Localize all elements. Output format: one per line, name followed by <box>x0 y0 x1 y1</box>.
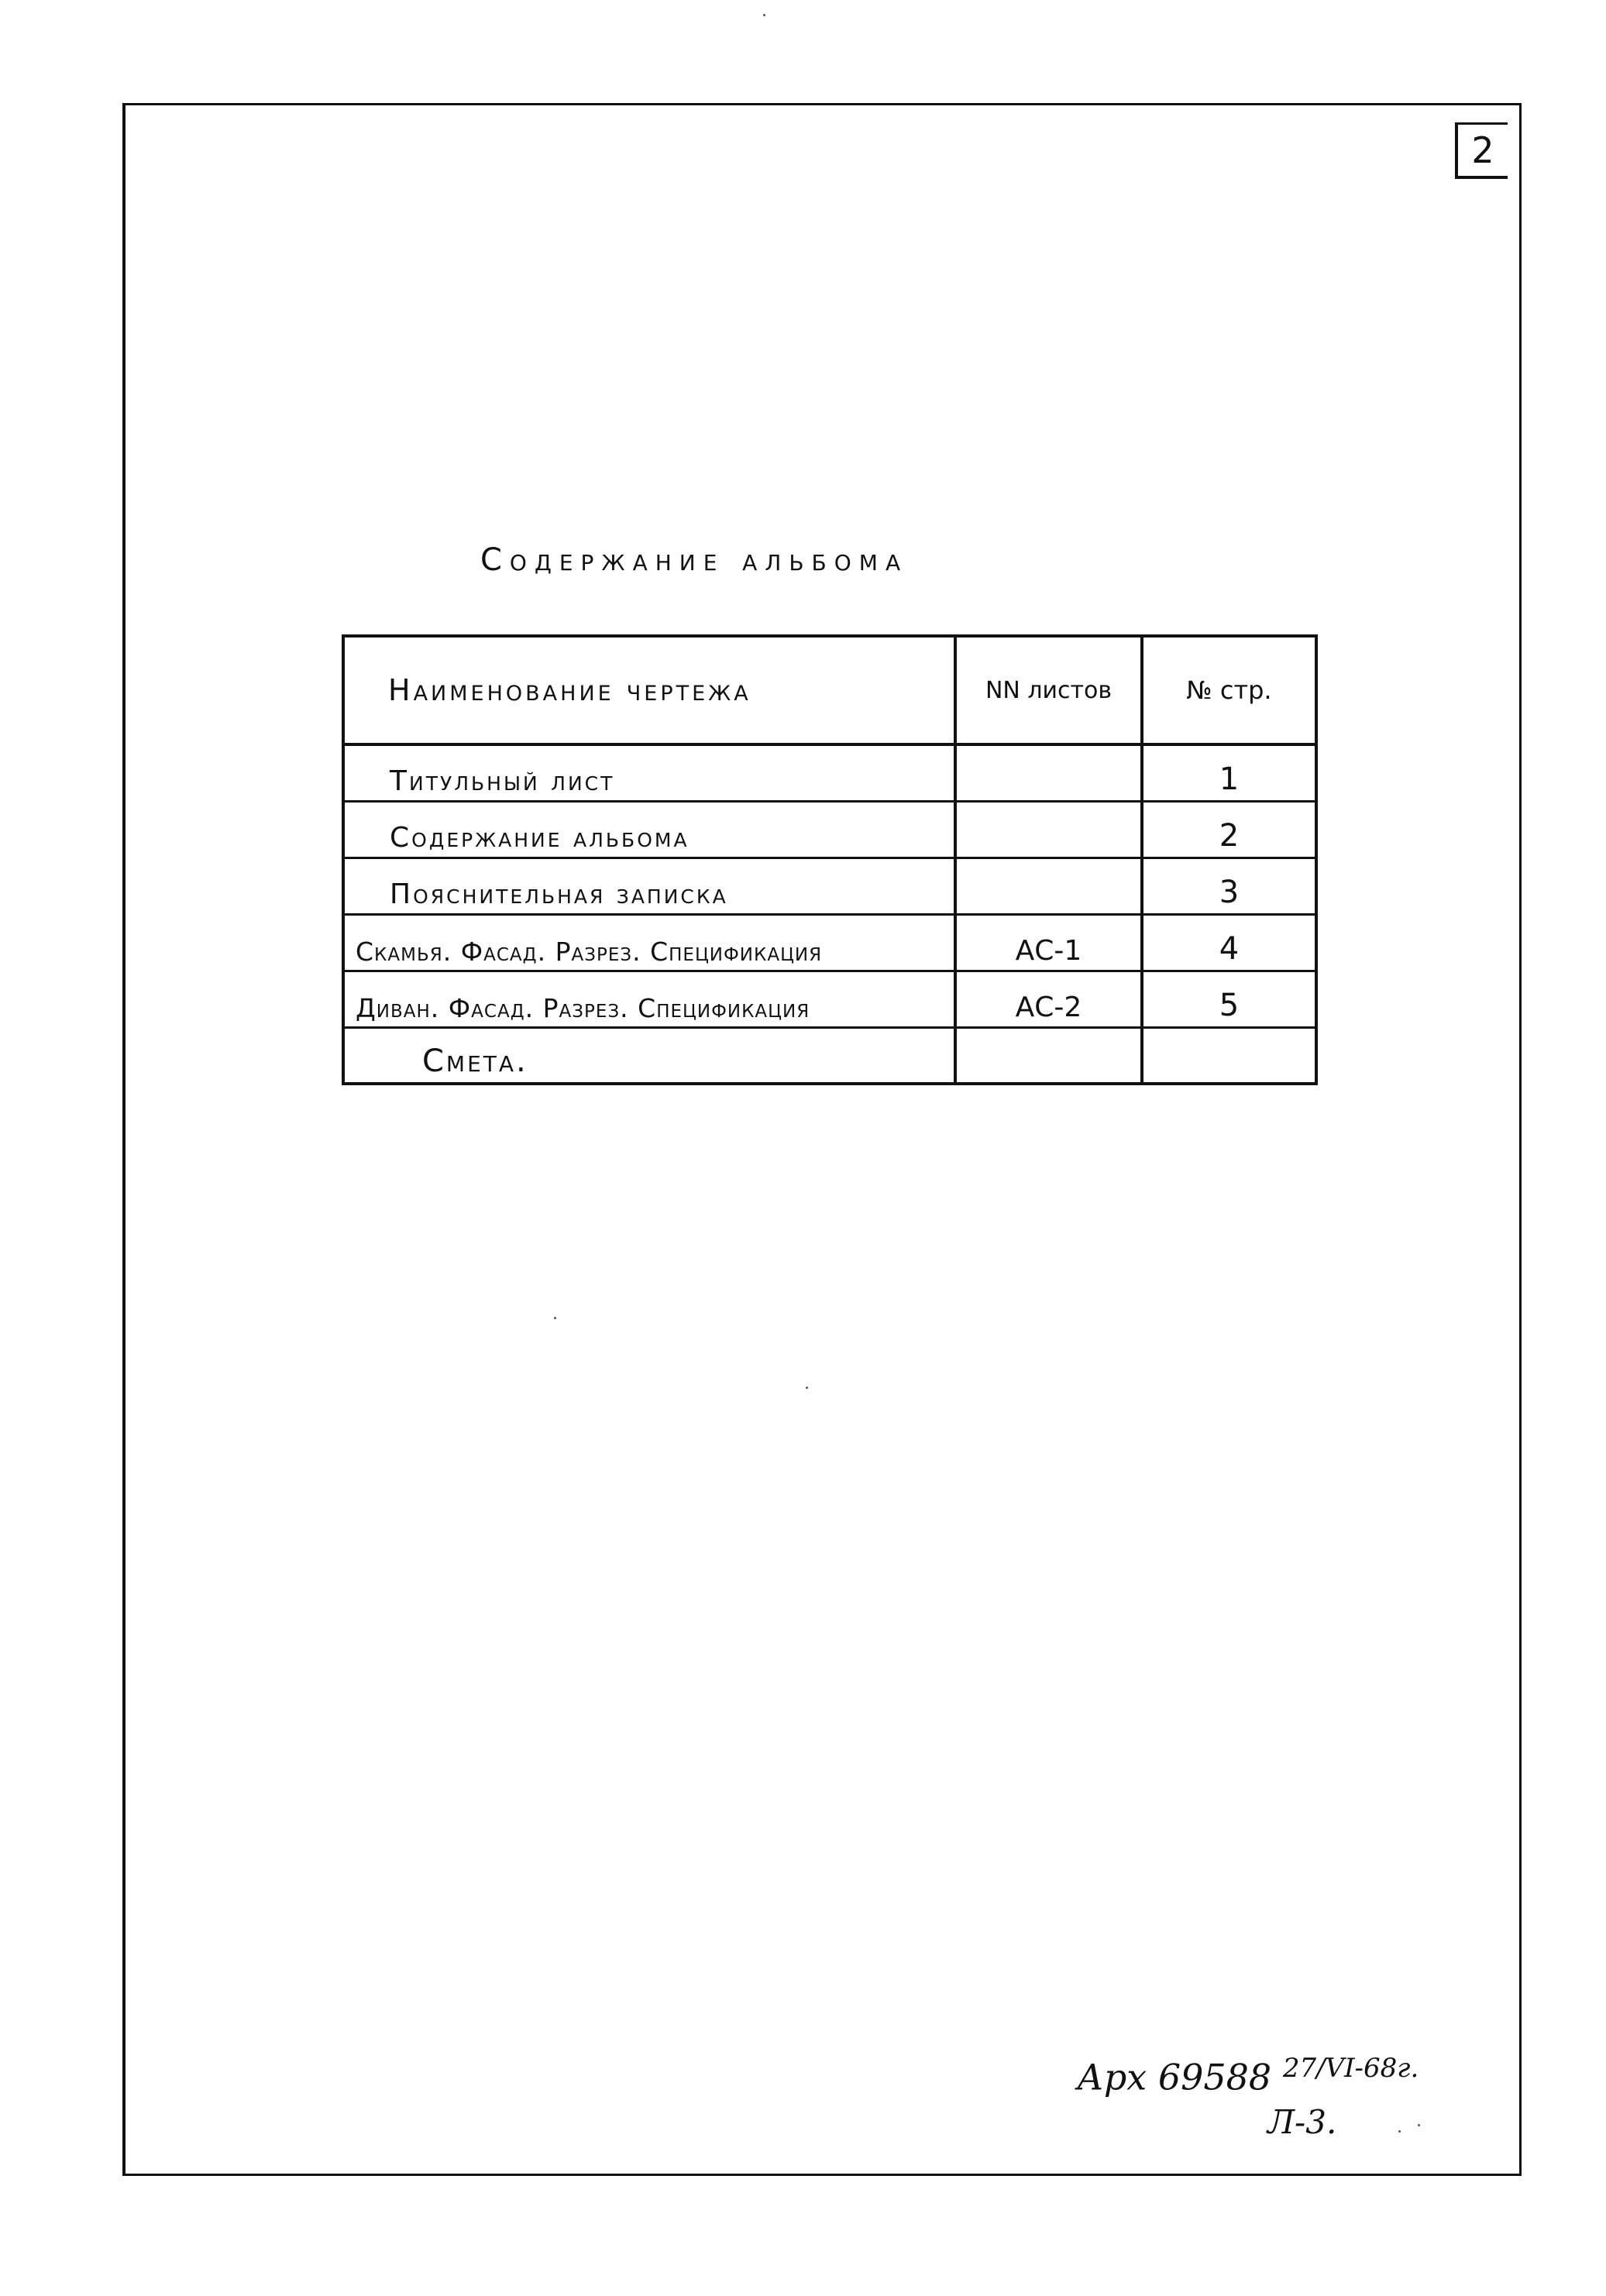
table-row <box>343 801 1316 858</box>
row-drawing-name: Пояснительная записка <box>343 858 955 914</box>
archive-stamp <box>1077 2053 1419 2098</box>
table-row <box>343 1027 1316 1084</box>
table-header-row <box>343 636 1316 744</box>
contents-table <box>342 634 1318 1085</box>
drawing-frame <box>122 103 1522 2176</box>
row-page-number: 2 <box>1142 801 1316 858</box>
table-row <box>343 744 1316 801</box>
row-drawing-name: Диван. Фасад. Разрез. Спецификация <box>343 971 955 1027</box>
sheet-number-box: 2 <box>1455 122 1508 179</box>
row-sheet-number <box>955 1027 1142 1084</box>
row-page-number: 1 <box>1142 744 1316 801</box>
row-page-number: 5 <box>1142 971 1316 1027</box>
row-page-number: 3 <box>1142 858 1316 914</box>
row-drawing-name: Содержание альбома <box>343 801 955 858</box>
table-row <box>343 858 1316 914</box>
row-drawing-name: Смета. <box>422 1043 528 1079</box>
row-page-number <box>1142 1027 1316 1084</box>
header-page-number: № стр. <box>1142 636 1316 744</box>
page-title: Содержание альбома <box>480 542 909 578</box>
row-sheet-number <box>955 858 1142 914</box>
row-sheet-number <box>955 801 1142 858</box>
row-sheet-number: АС-1 <box>955 914 1142 971</box>
scan-speck <box>806 1387 808 1389</box>
scan-speck <box>1398 2130 1401 2133</box>
archive-sheet: Л-3. <box>1267 2103 1337 2141</box>
scan-speck <box>554 1317 556 1319</box>
header-drawing-name: Наименование чертежа <box>343 636 955 744</box>
table-row <box>343 914 1316 971</box>
table-row <box>343 971 1316 1027</box>
row-page-number: 4 <box>1142 914 1316 971</box>
row-drawing-name: Титульный лист <box>343 744 955 801</box>
scan-speck <box>763 14 765 16</box>
archive-number: Арх 69588 <box>1077 2056 1272 2098</box>
row-drawing-name: Скамья. Фасад. Разрез. Спецификация <box>343 914 955 971</box>
row-sheet-number: АС-2 <box>955 971 1142 1027</box>
scan-speck <box>1418 2124 1420 2126</box>
header-sheet-numbers: NN листов <box>955 636 1142 744</box>
row-sheet-number <box>955 744 1142 801</box>
archive-date: 27/VI-68г. <box>1282 2053 1419 2084</box>
